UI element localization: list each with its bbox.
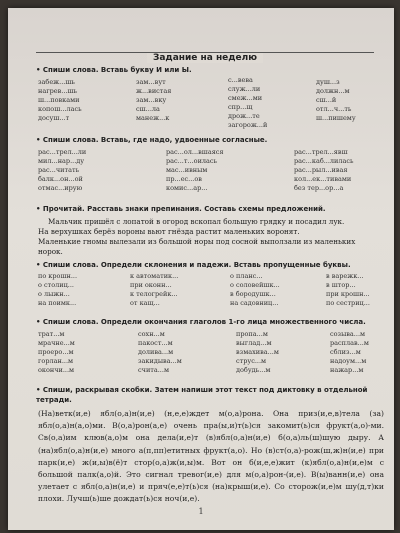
word: досуш...т [38, 114, 70, 122]
word: от кащ... [130, 299, 160, 307]
task4-col [38, 272, 77, 308]
task1-col [136, 78, 171, 123]
word: о лыжн... [38, 290, 70, 298]
word: в штор... [326, 281, 356, 289]
word: комис...ар... [166, 184, 208, 192]
task5-title: • Спиши слова. Определи окончания глаголов 1-го лица множественного числа. [36, 318, 366, 326]
word: дрож...те [228, 112, 260, 120]
word: зам...вку [136, 96, 167, 104]
word: по крошн... [38, 272, 78, 280]
word: расплав...м [330, 339, 369, 347]
task6-text: (На)ветк(и,е) ябл(о,а)н(и,е) (н,е,е)ждет м(о,а)рона. Она приз(и,е,в)тела (за) ябл(о,а)н(а,о)ми. В(о,а)рон(а,е) очень пра(ы,и)т(ь)ся закомит(ь)ся фрукт(а,о)-ми. Св(о,а)им клюв(а,о)м она дела(и,е)т (в)ябл(о,а)н(и,е) б(о,а)ль(ш)шую дыру. А (на)ябл(о,а)н(и,е) много а(п,пп)етитных фрукт(а,о). Но (в)ст(о,а)-рож(ш,ж)н(и,е) при парк(и,е) ж(и,ы)в(ё)т стор(о,а)ж(и,ы)м. Вот он б(и,е,е)жит (к)ябл(о,а)н(и,е)м с большой палк(а,о)й. Это сигнал тревог(и,е) для м(о,а)рон-(и,е). В(ы)ванн(и,е) она улетает с ябл(о,а)н(и,е) и пряч(е,е)т(ь)ся (на)крыш(и,е). Со сторож(и,е)м шу(д,т)ки плохи. Лучш(ь)ше дождат(ь)ся ноч(и,е). [38, 409, 384, 504]
word: в варежк... [326, 272, 364, 280]
word: к телогрейк... [130, 290, 178, 298]
task2-col [294, 148, 354, 193]
task4-col [230, 272, 280, 308]
word: с...вева [228, 76, 253, 84]
word: ш...пишему [316, 114, 356, 122]
word: в бородушк... [230, 290, 276, 298]
task1-col [316, 78, 356, 123]
task4-col [326, 272, 370, 308]
word: сш...й [316, 96, 337, 104]
task5-col [236, 330, 279, 375]
task1-col [38, 78, 82, 123]
word: выглад...м [236, 339, 272, 347]
word: на садовниц... [230, 299, 279, 307]
word: закидыва...м [138, 357, 182, 365]
page-title: Задание на неделю [147, 53, 263, 63]
word: нажар...м [330, 366, 364, 374]
word: созыва...м [330, 330, 366, 338]
word: при оконн... [130, 281, 172, 289]
word: ж...вистая [136, 87, 172, 95]
word: о соловейшк... [230, 281, 280, 289]
word: сохн...м [138, 330, 165, 338]
word: мас...ивным [166, 166, 208, 174]
task3-text [38, 217, 380, 257]
header-rule [36, 52, 374, 65]
task1-col [228, 76, 267, 130]
word: рас...т...оилась [166, 157, 218, 165]
word: струс...м [236, 357, 267, 365]
word: смеж...ми [228, 94, 263, 102]
word: пропа...м [236, 330, 268, 338]
word: сш...ла [136, 105, 160, 113]
word: рас...рыл...ивая [294, 166, 348, 174]
task4-words [38, 272, 388, 312]
word: забеж...шь [38, 78, 75, 86]
word: балк...он...ой [38, 175, 83, 183]
sentence: Мальчик пришёл с лопатой в огород вскопал большую грядку и посадил лук. [48, 217, 345, 226]
task6-title: • Спиши, раскрывая скобки. Затем напиши этот текст под диктовку в отдельной тетради. [36, 385, 380, 405]
task4-col [130, 272, 178, 308]
task5-words [38, 330, 388, 378]
task5-col [330, 330, 369, 375]
word: надоум...м [330, 357, 367, 365]
sentence: Маленькие гномы вылезали из большой норы под сосной выползали из маленьких норок. [38, 237, 356, 256]
word: мил...нар...ду [38, 157, 85, 165]
word: при крошн... [326, 290, 370, 298]
word: служ...ли [228, 85, 261, 93]
word: душ...з [316, 78, 340, 86]
task2-col [38, 148, 86, 193]
task5-col [38, 330, 75, 375]
workbook-page [8, 8, 394, 530]
word: манеж...к [136, 114, 170, 122]
task2-col [166, 148, 224, 193]
word: о столиц... [38, 281, 74, 289]
word: долива...м [138, 348, 174, 356]
sentence: На верхушках берёз вороны вьют гнёзда растит маленьких воронят. [38, 227, 300, 236]
task5-col [138, 330, 182, 375]
word: мрачне...м [38, 339, 75, 347]
word: пакост...м [138, 339, 173, 347]
word: без тер...ор...а [294, 184, 344, 192]
task4-title: • Спиши слова. Определи склонения и падежи. Вставь пропущенные буквы. [36, 261, 351, 269]
word: загорож...й [228, 121, 268, 129]
word: кол...ек...тивами [294, 175, 352, 183]
word: трат...м [38, 330, 65, 338]
word: зам...вут [136, 78, 166, 86]
task2-words [38, 148, 388, 196]
word: горлан...м [38, 357, 74, 365]
word: отмас...ирую [38, 184, 83, 192]
word: отл...ч...ть [316, 105, 352, 113]
word: к автоматик... [130, 272, 179, 280]
word: нагрев...шь [38, 87, 78, 95]
task1-words [38, 78, 388, 128]
word: рас...ол...вшаяся [166, 148, 224, 156]
word: рас...трел...явш [294, 148, 348, 156]
word: взмахива...м [236, 348, 279, 356]
word: о планс... [230, 272, 263, 280]
word: окончи...м [38, 366, 75, 374]
task3-title: • Прочитай. Расставь знаки препинания. Составь схемы предложений. [36, 205, 326, 213]
word: на поимк... [38, 299, 77, 307]
page-number: 1 [198, 507, 204, 516]
word: сблиз...м [330, 348, 361, 356]
word: копош...лась [38, 105, 82, 113]
word: по сестриц... [326, 299, 370, 307]
word: должн...м [316, 87, 350, 95]
word: счита...м [138, 366, 169, 374]
word: добудь...м [236, 366, 271, 374]
task1-title: • Спиши слова. Вставь букву И или Ы. [36, 66, 192, 74]
word: проеро...м [38, 348, 74, 356]
word: рас...каб...лилась [294, 157, 354, 165]
word: ш...повками [38, 96, 80, 104]
word: рас...читать [38, 166, 80, 174]
task2-title: • Спиши слова. Вставь, где надо, удвоенные согласные. [36, 136, 267, 144]
word: пр...ес...ов [166, 175, 202, 183]
word: рас...трел...ли [38, 148, 87, 156]
word: спр...щ [228, 103, 253, 111]
